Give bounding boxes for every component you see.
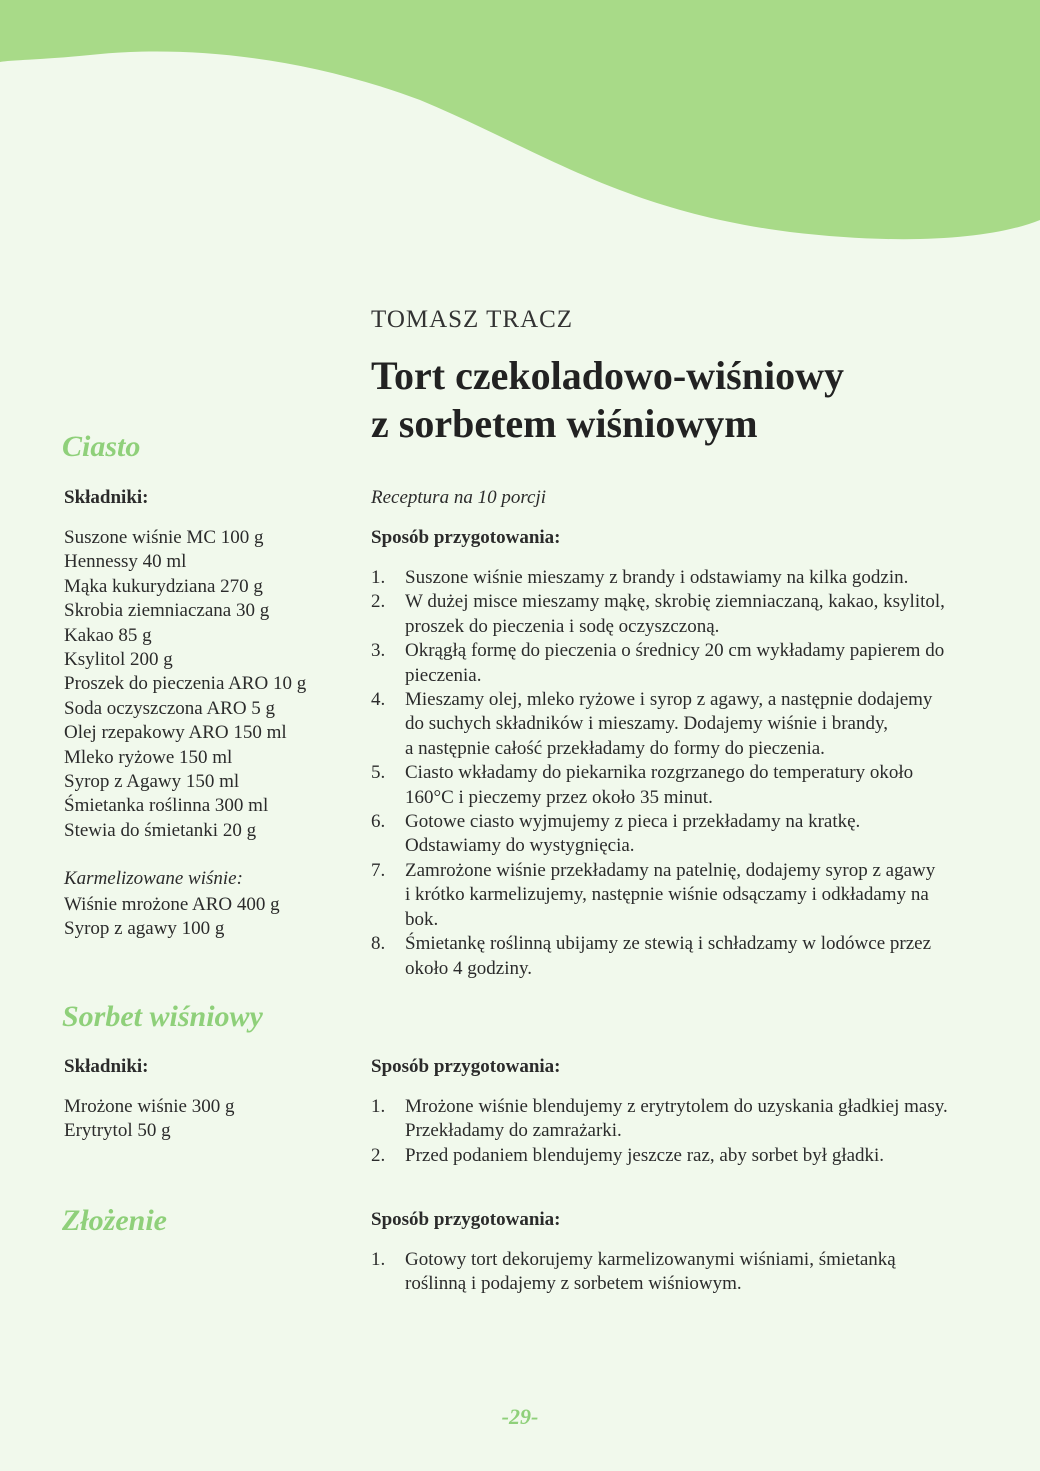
recipe-title-line: z sorbetem wiśniowym <box>371 401 758 446</box>
step-item <box>371 859 945 932</box>
step-text-line: około 4 godziny. <box>405 957 533 979</box>
step-text-line: Zamrożone wiśnie przekładamy na patelnię, dodajemy syrop z agawy <box>405 859 936 881</box>
ingredient-item: Hennessy 40 ml <box>64 551 187 573</box>
step-text-line: i krótko karmelizujemy, następnie wiśnie odsączamy i odkładamy na <box>405 884 929 906</box>
step-item <box>371 761 945 810</box>
recipe-title <box>371 352 844 448</box>
step-item <box>371 639 945 688</box>
step-item <box>371 590 945 639</box>
step-item <box>371 932 945 981</box>
step-text-line: Przekładamy do zamrażarki. <box>405 1120 622 1142</box>
ingredient-item: Kakao 85 g <box>64 624 152 646</box>
author-name: TOMASZ TRACZ <box>371 306 574 333</box>
ingredient-item: Mąka kukurydziana 270 g <box>64 575 263 597</box>
section-heading-ciasto: Ciasto <box>62 430 141 463</box>
step-text-line: pieczenia. <box>405 664 482 686</box>
step-number: 1. <box>371 1249 386 1270</box>
method-label: Sposób przygotowania: <box>371 1056 561 1077</box>
section-heading-sorbet: Sorbet wiśniowy <box>62 1000 263 1033</box>
step-text-line: Gotowy tort dekorujemy karmelizowanymi wiśniami, śmietanką <box>405 1249 896 1270</box>
step-text-line: Przed podaniem blendujemy jeszcze raz, aby sorbet był gładki. <box>405 1144 885 1166</box>
recipe-title-line: Tort czekoladowo-wiśniowy <box>371 353 844 398</box>
steps-list-ciasto <box>371 566 945 981</box>
page-number: -29- <box>501 1404 539 1429</box>
steps-list-zlozenie <box>371 1248 896 1297</box>
step-number: 4. <box>371 689 386 711</box>
ingredient-item: Olej rzepakowy ARO 150 ml <box>64 722 287 744</box>
step-text-line: proszek do pieczenia i sodę oczyszczoną. <box>405 615 720 637</box>
step-text-line: Suszone wiśnie mieszamy z brandy i odstawiamy na kilka godzin. <box>405 567 909 588</box>
step-text-line: W dużej misce mieszamy mąkę, skrobię ziemniaczaną, kakao, ksylitol, <box>405 591 945 613</box>
ingredient-item: Soda oczyszczona ARO 5 g <box>64 697 276 719</box>
ingredient-item: Mleko ryżowe 150 ml <box>64 746 233 768</box>
top-wave-decoration <box>0 0 1040 260</box>
ingredient-item: Skrobia ziemniaczana 30 g <box>64 600 270 622</box>
step-text-line: Gotowe ciasto wyjmujemy z pieca i przekładamy na kratkę. <box>405 811 861 833</box>
step-number: 5. <box>371 762 386 784</box>
ingredient-item: Erytrytol 50 g <box>64 1120 171 1142</box>
ingredient-item: Syrop z Agawy 150 ml <box>64 771 240 793</box>
step-number: 1. <box>371 1096 386 1117</box>
step-item <box>371 810 945 859</box>
ingredients-label: Składniki: <box>64 1056 149 1077</box>
ingredients-list-sorbet <box>64 1095 234 1144</box>
step-number: 3. <box>371 640 386 662</box>
step-number: 1. <box>371 567 386 588</box>
ingredient-item: Wiśnie mrożone ARO 400 g <box>64 894 280 915</box>
ingredients-label: Składniki: <box>64 487 149 508</box>
step-text-line: do suchych składników i mieszamy. Dodajemy wiśnie i brandy, <box>405 713 888 735</box>
method-label: Sposób przygotowania: <box>371 1209 561 1230</box>
step-number: 6. <box>371 811 386 833</box>
step-number: 2. <box>371 591 386 613</box>
steps-list-sorbet <box>371 1095 948 1168</box>
step-text-line: Odstawiamy do wystygnięcia. <box>405 835 635 857</box>
step-text-line: a następnie całość przekładamy do formy do pieczenia. <box>405 737 825 759</box>
ingredient-item: Mrożone wiśnie 300 g <box>64 1096 235 1117</box>
step-text-line: Okrągłą formę do pieczenia o średnicy 20 cm wykładamy papierem do <box>405 640 945 662</box>
ingredients-list-ciasto <box>64 526 306 843</box>
step-text-line: bok. <box>405 908 439 930</box>
step-number: 2. <box>371 1144 386 1166</box>
ingredient-item: Ksylitol 200 g <box>64 649 173 671</box>
step-item <box>371 1248 896 1297</box>
ingredient-item: Syrop z agawy 100 g <box>64 918 225 940</box>
portions-label: Receptura na 10 porcji <box>371 487 547 508</box>
step-number: 8. <box>371 933 386 955</box>
step-item <box>371 1144 948 1168</box>
step-text-line: roślinną i podajemy z sorbetem wiśniowym. <box>405 1273 742 1295</box>
ingredient-item: Proszek do pieczenia ARO 10 g <box>64 673 307 695</box>
ingredients-list-karmelizowane <box>64 893 280 942</box>
step-text-line: Ciasto wkładamy do piekarnika rozgrzanego do temperatury około <box>405 762 914 784</box>
step-text-line: 160°C i pieczemy przez około 35 minut. <box>405 786 713 808</box>
step-text-line: Śmietankę roślinną ubijamy ze stewią i schładzamy w lodówce przez <box>405 933 932 955</box>
step-item <box>371 1095 948 1144</box>
method-label: Sposób przygotowania: <box>371 527 561 548</box>
step-item <box>371 566 945 590</box>
step-text-line: Mieszamy olej, mleko ryżowe i syrop z agawy, a następnie dodajemy <box>405 689 933 711</box>
ingredient-item: Stewia do śmietanki 20 g <box>64 819 257 841</box>
ingredient-item: Śmietanka roślinna 300 ml <box>64 795 269 817</box>
step-item <box>371 688 945 761</box>
step-text-line: Mrożone wiśnie blendujemy z erytrytolem do uzyskania gładkiej masy. <box>405 1096 948 1117</box>
step-number: 7. <box>371 859 386 881</box>
section-heading-zlozenie: Złożenie <box>62 1204 167 1237</box>
ingredient-item: Suszone wiśnie MC 100 g <box>64 527 264 548</box>
sub-ingredients-label: Karmelizowane wiśnie: <box>64 868 243 889</box>
